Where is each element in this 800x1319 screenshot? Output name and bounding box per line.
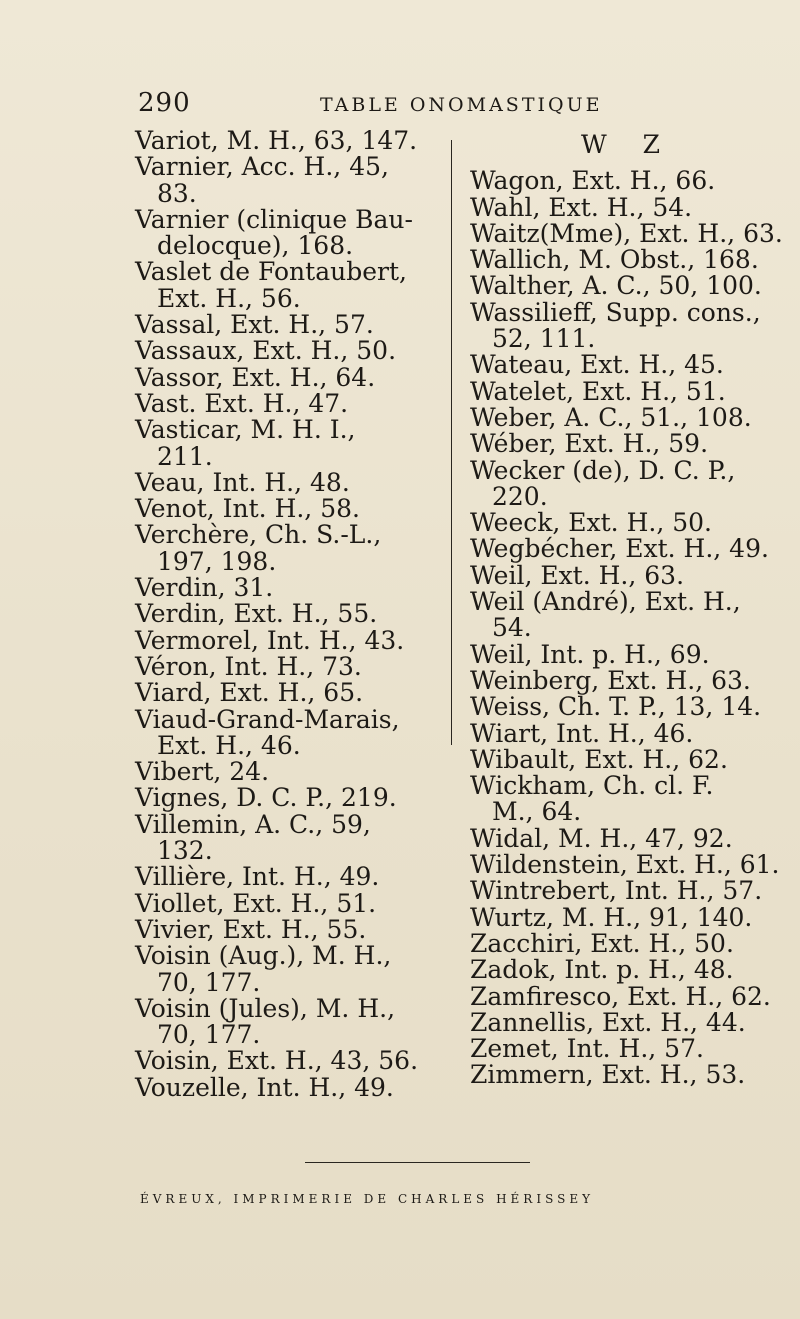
index-entry: Vassor, Ext. H., 64. bbox=[135, 362, 376, 392]
index-entry: Villemin, A. C., 59, bbox=[135, 809, 371, 839]
index-entry: Wagon, Ext. H., 66. bbox=[470, 166, 716, 196]
index-entry: Zamfiresco, Ext. H., 62. bbox=[470, 981, 771, 1011]
index-entry: Venot, Int. H., 58. bbox=[135, 494, 360, 524]
running-title: TABLE ONOMASTIQUE bbox=[320, 94, 603, 116]
index-entry: Wéber, Ext. H., 59. bbox=[470, 429, 709, 459]
index-entry: Vouzelle, Int. H., 49. bbox=[135, 1072, 394, 1102]
index-entry: Zannellis, Ext. H., 44. bbox=[470, 1007, 746, 1037]
index-entry: Weil, Ext. H., 63. bbox=[470, 560, 685, 590]
index-entry-continuation: 220. bbox=[492, 481, 548, 511]
index-entry-continuation: 52, 111. bbox=[492, 324, 596, 354]
index-entry: Weil (André), Ext. H., bbox=[470, 587, 741, 617]
index-entry-continuation: M., 64. bbox=[492, 797, 582, 827]
page-header bbox=[138, 88, 778, 124]
index-entry-continuation: 83. bbox=[157, 178, 197, 208]
index-entry: Weil, Int. p. H., 69. bbox=[470, 639, 710, 669]
index-entry: Voisin, Ext. H., 43, 56. bbox=[135, 1046, 419, 1076]
index-entry: Varnier, Acc. H., 45, bbox=[135, 152, 389, 182]
index-entry: Wintrebert, Int. H., 57. bbox=[470, 876, 763, 906]
index-entry: Widal, M. H., 47, 92. bbox=[470, 823, 733, 853]
index-entry: Vivier, Ext. H., 55. bbox=[135, 914, 367, 944]
index-entry: Wassilieff, Supp. cons., bbox=[470, 297, 761, 327]
index-entry-continuation: delocque), 168. bbox=[157, 231, 354, 261]
index-entry: Véron, Int. H., 73. bbox=[135, 651, 362, 681]
index-entry: Weeck, Ext. H., 50. bbox=[470, 508, 712, 538]
index-entry: Vermorel, Int. H., 43. bbox=[135, 625, 405, 655]
index-entry: Watelet, Ext. H., 51. bbox=[470, 376, 726, 406]
index-entry: Verdin, Ext. H., 55. bbox=[135, 599, 378, 629]
index-entry: Wahl, Ext. H., 54. bbox=[470, 192, 693, 222]
index-entry-continuation: 211. bbox=[157, 441, 213, 471]
index-entry: Verchère, Ch. S.-L., bbox=[135, 520, 382, 550]
index-entry: Viaud-Grand-Marais, bbox=[135, 704, 400, 734]
index-entry: Wibault, Ext. H., 62. bbox=[470, 744, 728, 774]
index-column-right bbox=[470, 128, 785, 1089]
column-divider bbox=[451, 140, 452, 745]
index-entry: Vignes, D. C. P., 219. bbox=[135, 783, 397, 813]
footer-rule bbox=[305, 1162, 530, 1163]
index-entry: Variot, M. H., 63, 147. bbox=[135, 126, 418, 155]
index-entry: Zadok, Int. p. H., 48. bbox=[470, 955, 734, 985]
index-entry: Waitz(Mme), Ext. H., 63. bbox=[470, 218, 783, 248]
index-entry: Vassaux, Ext. H., 50. bbox=[135, 336, 397, 366]
index-entry-continuation: 70, 177. bbox=[157, 1020, 261, 1050]
index-entry: Weber, A. C., 51., 108. bbox=[470, 402, 752, 432]
index-entry: Zacchiri, Ext. H., 50. bbox=[470, 928, 734, 958]
index-entry-continuation: 54. bbox=[492, 613, 532, 643]
index-entry: Wiart, Int. H., 46. bbox=[470, 718, 694, 748]
page-number: 290 bbox=[138, 88, 191, 118]
index-entry: Wateau, Ext. H., 45. bbox=[470, 350, 724, 380]
index-entry: Vassal, Ext. H., 57. bbox=[135, 310, 374, 340]
index-entry: Wurtz, M. H., 91, 140. bbox=[470, 902, 753, 932]
index-entry: Zemet, Int. H., 57. bbox=[470, 1034, 704, 1064]
index-entry: Walther, A. C., 50, 100. bbox=[470, 271, 762, 301]
index-entry-continuation: 132. bbox=[157, 836, 213, 866]
index-entry: Wickham, Ch. cl. F. bbox=[470, 771, 714, 801]
index-entry: Wecker (de), D. C. P., bbox=[470, 455, 736, 485]
index-entry: Zimmern, Ext. H., 53. bbox=[470, 1060, 746, 1090]
index-column-left bbox=[135, 128, 435, 1101]
index-entry: Weiss, Ch. T. P., 13, 14. bbox=[470, 692, 762, 722]
index-entry-continuation: 197, 198. bbox=[157, 546, 277, 576]
index-entry: Viollet, Ext. H., 51. bbox=[135, 888, 377, 918]
index-entry: Vibert, 24. bbox=[135, 757, 270, 787]
index-entry: Wildenstein, Ext. H., 61. bbox=[470, 850, 780, 880]
index-entry: Villière, Int. H., 49. bbox=[135, 862, 380, 892]
index-entry: Weinberg, Ext. H., 63. bbox=[470, 665, 751, 695]
index-entries-right bbox=[470, 168, 785, 1088]
index-entry: Voisin (Aug.), M. H., bbox=[135, 941, 392, 971]
index-entry-continuation: Ext. H., 46. bbox=[157, 730, 301, 760]
index-entry: Wegbécher, Ext. H., 49. bbox=[470, 534, 769, 564]
section-heading: W Z bbox=[580, 130, 674, 159]
index-entry: Verdin, 31. bbox=[135, 573, 274, 603]
index-entry: Viard, Ext. H., 65. bbox=[135, 678, 364, 708]
index-entry: Voisin (Jules), M. H., bbox=[135, 993, 396, 1023]
index-entry: Wallich, M. Obst., 168. bbox=[470, 245, 759, 275]
index-entry: Vasticar, M. H. I., bbox=[135, 415, 356, 445]
index-entry: Veau, Int. H., 48. bbox=[135, 467, 350, 497]
printer-colophon: ÉVREUX, IMPRIMERIE DE CHARLES HÉRISSEY bbox=[140, 1192, 594, 1206]
index-entry: Vaslet de Fontaubert, bbox=[135, 257, 407, 287]
index-entry-continuation: 70, 177. bbox=[157, 967, 261, 997]
index-entry-continuation: Ext. H., 56. bbox=[157, 283, 301, 313]
index-entry: Vast. Ext. H., 47. bbox=[135, 388, 349, 418]
index-entry: Varnier (clinique Bau- bbox=[135, 204, 413, 234]
